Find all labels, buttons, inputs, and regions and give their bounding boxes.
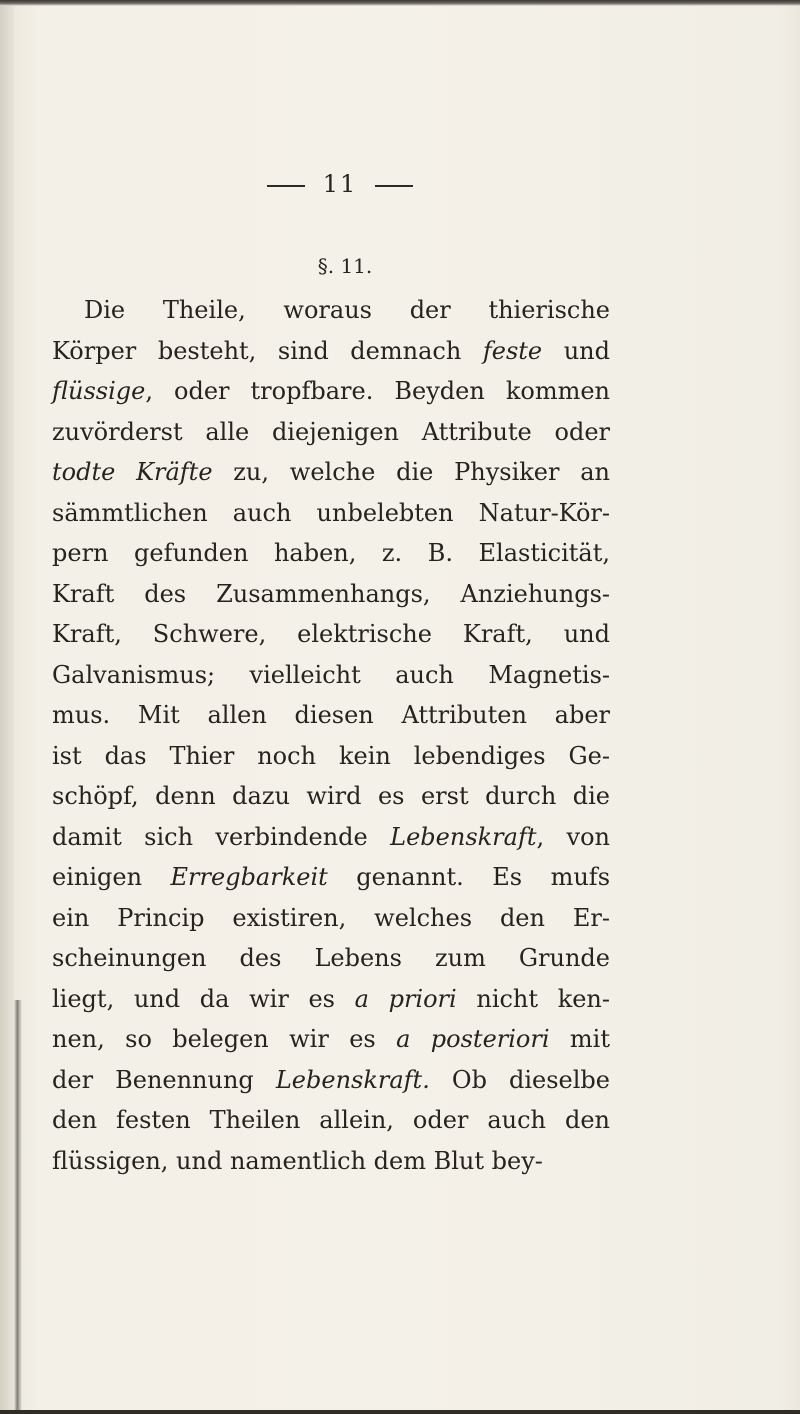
text-line — [52, 412, 610, 453]
text-segment: liegt, und da wir es — [52, 984, 355, 1013]
text-segment: damit sich verbindende — [52, 822, 391, 851]
body-paragraph — [52, 290, 610, 1181]
italic-text: Lebenskraft. — [275, 1065, 430, 1094]
text-segment: Körper besteht, sind demnach — [52, 336, 483, 365]
text-segment: flüssigen, und namentlich dem Blut bey- — [52, 1146, 543, 1175]
text-segment: , von — [536, 822, 610, 851]
text-segment: Galvanismus; vielleicht auch Magnetis- — [52, 660, 610, 689]
text-line — [52, 1060, 610, 1101]
header-dash-right — [375, 185, 413, 187]
text-line — [52, 938, 610, 979]
text-line — [52, 776, 610, 817]
italic-text: feste — [482, 336, 543, 365]
italic-text: a posteriori — [396, 1025, 550, 1053]
text-segment: Kraft des Zusammenhangs, Anziehungs- — [52, 579, 610, 608]
text-line — [52, 331, 610, 372]
binding-edge — [0, 6, 14, 1414]
header-dash-left — [267, 185, 305, 187]
text-segment: nicht ken- — [456, 984, 610, 1013]
section-heading: §. 11. — [317, 254, 373, 278]
italic-text: flüssige — [52, 377, 146, 405]
text-segment: und — [542, 336, 610, 365]
binding-shadow — [14, 1000, 22, 1414]
page-number: 11 — [322, 170, 358, 198]
text-line — [52, 493, 610, 534]
text-segment: pern gefunden haben, z. B. Elasticität, — [52, 539, 610, 567]
text-segment: sämmtlichen auch unbelebten Natur-Kör- — [52, 498, 610, 527]
text-segment: schöpf, denn dazu wird es erst durch die — [52, 782, 610, 810]
text-segment: mit — [549, 1025, 610, 1053]
text-line — [52, 898, 610, 939]
page-top-edge — [0, 0, 800, 6]
text-segment: nen, so belegen wir es — [52, 1025, 397, 1053]
text-line — [52, 290, 610, 331]
text-line — [52, 857, 610, 898]
text-segment: zu, welche die Physiker an — [212, 458, 610, 486]
text-segment: , oder tropfbare. Beyden kommen — [145, 377, 610, 405]
text-segment: den festen Theilen allein, oder auch den — [52, 1106, 610, 1134]
text-line — [52, 817, 610, 858]
text-segment: Ob dieselbe — [429, 1065, 610, 1094]
text-line — [52, 533, 610, 574]
text-line — [52, 614, 610, 655]
text-line — [52, 371, 610, 412]
text-segment: einigen — [52, 863, 171, 891]
text-line — [52, 695, 610, 736]
italic-text: Erregbarkeit — [170, 863, 328, 891]
italic-text: a priori — [354, 984, 457, 1013]
text-segment: Die Theile, woraus der thierische — [84, 296, 610, 324]
text-line — [52, 655, 610, 696]
text-line — [52, 1100, 610, 1141]
text-line — [52, 574, 610, 615]
text-segment: zuvörderst alle diejenigen Attribute oder — [52, 417, 610, 446]
text-segment: Kraft, Schwere, elektrische Kraft, und — [52, 620, 610, 648]
text-line — [52, 1019, 610, 1060]
text-line — [52, 979, 610, 1020]
text-segment: genannt. Es mufs — [327, 863, 611, 891]
text-line — [52, 452, 610, 493]
text-segment: ein Princip existiren, welches den Er- — [52, 903, 610, 932]
text-line — [52, 1141, 610, 1182]
text-segment: mus. Mit allen diesen Attributen aber — [52, 701, 610, 729]
italic-text: Lebenskraft — [390, 822, 537, 851]
italic-text: todte Kräfte — [52, 458, 213, 486]
page-bottom-edge — [0, 1410, 800, 1414]
text-segment: scheinungen des Lebens zum Grunde — [52, 944, 610, 972]
text-segment: ist das Thier noch kein lebendiges Ge- — [52, 741, 610, 770]
text-line — [52, 736, 610, 777]
page-header — [200, 170, 480, 198]
text-segment: der Benennung — [52, 1065, 276, 1094]
